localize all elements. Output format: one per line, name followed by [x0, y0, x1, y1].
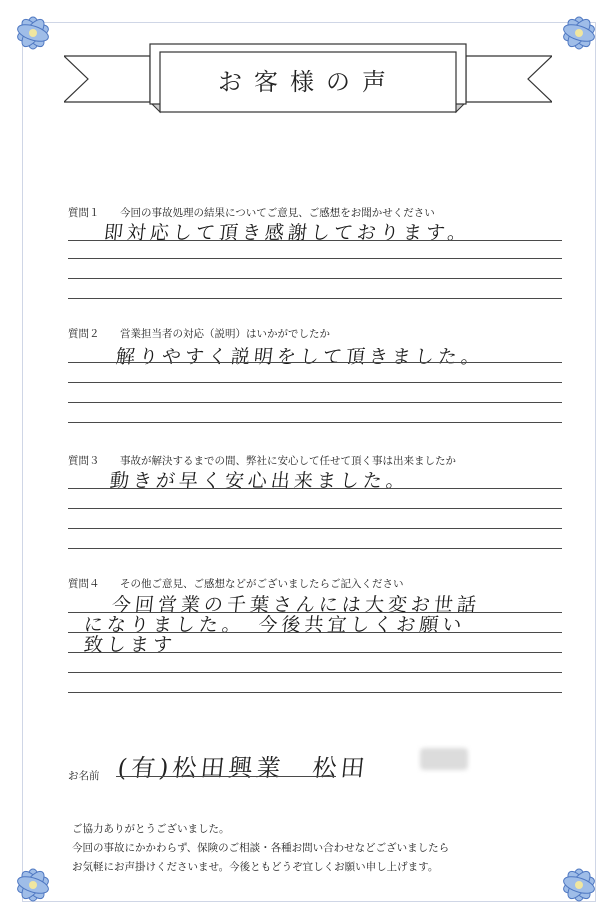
answer-rule [68, 672, 562, 673]
name-underline [116, 776, 336, 777]
answer-3-line-1: 動きが早く安心出来ました。 [108, 470, 411, 492]
footer-line: 今回の事故にかかわらず、保険のご相談・各種お問い合わせなどございましたら [72, 842, 450, 854]
answer-rule [68, 612, 562, 613]
answer-1-line-1: 即対応して頂き感謝しております。 [102, 222, 472, 244]
answer-4-line-2: になりました。 今後共宜しくお願い [82, 614, 467, 636]
redacted-name-blur [420, 748, 468, 770]
footer-line: お気軽にお声掛けくださいませ。今後ともどうぞ宜しくお願い申し上げます。 [72, 861, 439, 873]
question-text: その他ご意見、ご感想などがございましたらご記入ください [120, 578, 404, 590]
flower-decoration-icon [6, 6, 60, 60]
answer-rule [68, 362, 562, 363]
answer-rule [68, 258, 562, 259]
question-text: 今回の事故処理の結果についてご意見、ご感想をお聞かせください [120, 207, 435, 219]
footer-line: ご協力ありがとうございました。 [72, 823, 230, 835]
answer-rule [68, 422, 562, 423]
flower-decoration-icon [552, 6, 606, 60]
answer-rule [68, 382, 562, 383]
question-number: 質問３ [68, 455, 100, 467]
answer-rule [68, 548, 562, 549]
answer-rule [68, 508, 562, 509]
question-text: 営業担当者の対応（説明）はいかがでしたか [120, 328, 330, 340]
title-banner [64, 36, 552, 122]
answer-rule [68, 402, 562, 403]
answer-rule [68, 298, 562, 299]
flower-decoration-icon [6, 858, 60, 912]
answer-rule [68, 632, 562, 633]
answer-rule [68, 652, 562, 653]
answer-4-line-1: 今回営業の千葉さんには大変お世話 [110, 594, 482, 616]
question-number: 質問１ [68, 207, 100, 219]
question-number: 質問４ [68, 578, 100, 590]
answer-rule [68, 278, 562, 279]
answer-rule [68, 488, 562, 489]
flower-decoration-icon [552, 858, 606, 912]
footer-message [72, 820, 449, 877]
answer-2-line-1: 解りやすく説明をして頂きました。 [114, 346, 486, 368]
question-2 [68, 326, 330, 341]
question-number: 質問２ [68, 328, 100, 340]
page-title: お客様の声 [218, 68, 398, 96]
question-text: 事故が解決するまでの間、弊社に安心して任せて頂く事は出来ましたか [120, 455, 456, 467]
question-4 [68, 576, 404, 591]
answer-rule [68, 528, 562, 529]
answer-4-line-3: 致します [82, 634, 178, 656]
answer-rule [68, 240, 562, 241]
answer-rule [68, 692, 562, 693]
name-label: お名前 [68, 770, 100, 782]
name-value: (有)松田興業 松田 [116, 754, 370, 782]
